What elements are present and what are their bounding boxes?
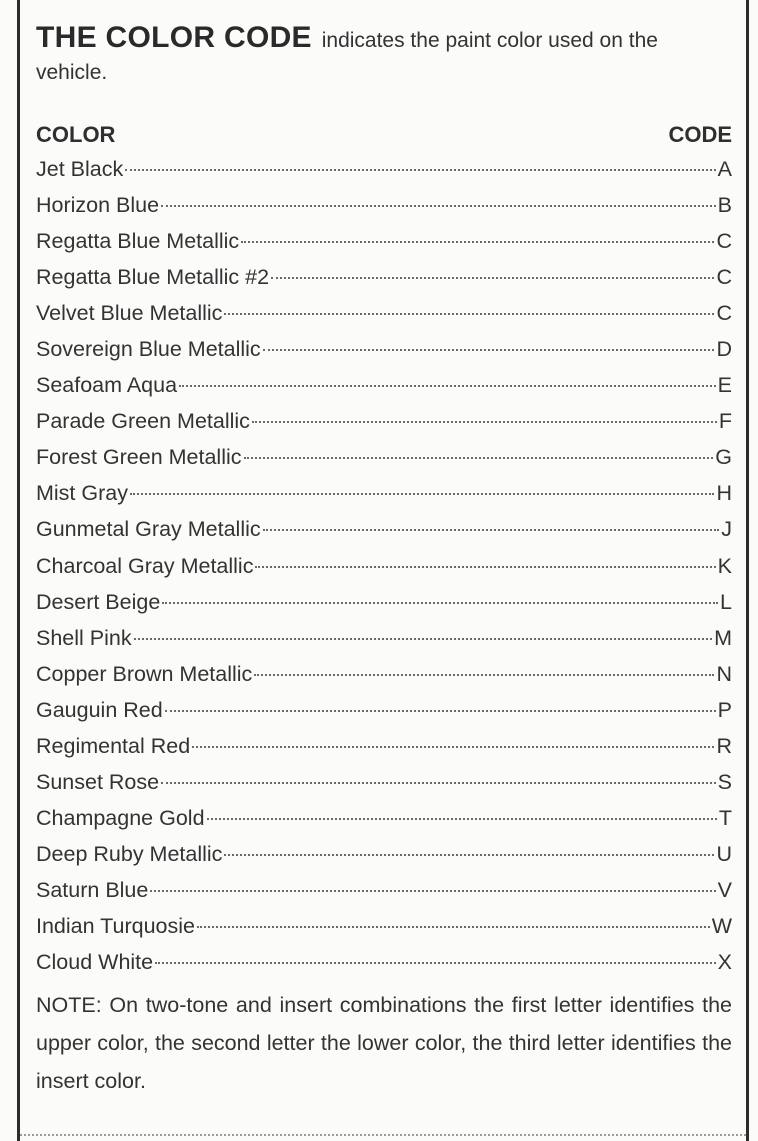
color-code: J (721, 517, 732, 542)
color-code: T (718, 805, 732, 830)
intro-paragraph (36, 22, 732, 89)
section-heading: THE COLOR CODE (36, 21, 312, 54)
dot-leader (241, 241, 714, 243)
dot-leader (224, 313, 714, 315)
color-code: S (717, 769, 732, 794)
color-name: Parade Green Metallic (36, 409, 250, 434)
list-item (36, 295, 732, 331)
list-item (36, 151, 732, 187)
list-item (36, 584, 732, 620)
color-name: Mist Gray (36, 481, 128, 506)
color-name: Sovereign Blue Metallic (36, 337, 261, 362)
color-code: B (717, 193, 732, 218)
left-border-rule (17, 0, 20, 1141)
list-item (36, 656, 732, 692)
code-column-header: CODE (668, 122, 732, 147)
color-name: Gunmetal Gray Metallic (36, 517, 261, 542)
color-code: F (718, 409, 732, 434)
color-code: A (717, 157, 732, 181)
color-name: Cloud White (36, 950, 154, 975)
dot-leader (130, 493, 714, 495)
color-name: Deep Ruby Metallic (36, 841, 223, 866)
dot-leader (263, 349, 715, 351)
color-code-section (36, 22, 732, 1100)
dot-leader (179, 385, 716, 387)
color-name: Regatta Blue Metallic #2 (36, 265, 270, 290)
color-code: E (717, 373, 732, 398)
color-code: H (716, 481, 732, 506)
color-column-header: COLOR (36, 122, 116, 147)
list-item (36, 908, 732, 944)
color-code-list (36, 151, 732, 980)
dot-leader (263, 529, 720, 531)
dot-leader (244, 457, 714, 459)
color-code: C (716, 229, 732, 254)
list-item (36, 872, 732, 908)
list-item (36, 259, 732, 295)
dot-leader (192, 746, 714, 748)
dot-leader (165, 710, 716, 712)
dot-leader (134, 638, 712, 640)
dot-leader (161, 782, 716, 784)
list-item (36, 475, 732, 511)
list-item (36, 800, 732, 836)
color-code: D (716, 337, 732, 362)
dot-leader (255, 566, 715, 568)
color-code: V (717, 877, 732, 902)
color-code: K (717, 553, 732, 578)
dot-leader (125, 169, 715, 171)
dot-leader (162, 602, 718, 604)
list-item (36, 944, 732, 980)
color-name: Horizon Blue (36, 193, 160, 218)
list-item (36, 367, 732, 403)
list-item (36, 331, 732, 367)
intro-text: indicates the paint color used on the vehicle. (36, 29, 658, 84)
color-name: Saturn Blue (36, 877, 149, 902)
dot-leader (161, 205, 716, 207)
color-name: Velvet Blue Metallic (36, 301, 223, 326)
list-item (36, 511, 732, 547)
dot-leader (197, 926, 710, 928)
color-name: Indian Turquosie (36, 913, 195, 938)
dot-leader (252, 421, 717, 423)
list-item (36, 548, 732, 584)
color-name: Regimental Red (36, 733, 191, 758)
color-code: M (714, 625, 732, 650)
right-border-rule (746, 0, 749, 1141)
color-name: Shell Pink (36, 625, 132, 650)
list-item (36, 728, 732, 764)
bottom-dotted-rule (20, 1134, 746, 1136)
color-name: Desert Beige (36, 589, 161, 614)
color-name: Seafoam Aqua (36, 373, 178, 398)
color-code: U (716, 841, 732, 866)
color-name: Gauguin Red (36, 697, 163, 722)
list-item (36, 692, 732, 728)
color-code: P (717, 697, 732, 722)
dot-leader (254, 674, 714, 676)
dot-leader (271, 277, 714, 279)
color-name: Copper Brown Metallic (36, 661, 253, 686)
color-code: L (720, 589, 732, 614)
color-code: X (717, 950, 732, 975)
list-item (36, 764, 732, 800)
dot-leader (224, 854, 714, 856)
dot-leader (155, 962, 716, 964)
color-name: Charcoal Gray Metallic (36, 553, 254, 578)
color-name: Regatta Blue Metallic (36, 229, 240, 254)
color-name: Sunset Rose (36, 769, 160, 794)
list-item (36, 620, 732, 656)
color-code: W (711, 913, 732, 938)
color-name: Champagne Gold (36, 805, 205, 830)
color-code: G (715, 445, 732, 470)
color-name: Forest Green Metallic (36, 445, 242, 470)
color-code: C (716, 265, 732, 290)
dot-leader (150, 890, 715, 892)
list-item (36, 403, 732, 439)
color-code: R (716, 733, 732, 758)
list-item (36, 439, 732, 475)
color-code: N (716, 661, 732, 686)
note-paragraph: NOTE: On two-tone and insert combinations the first letter identifies the upper color, the second letter the lower color, the third letter identifies the insert color. (36, 993, 732, 1094)
dot-leader (207, 818, 717, 820)
list-item (36, 187, 732, 223)
list-item (36, 223, 732, 259)
color-name: Jet Black (36, 157, 124, 181)
list-item (36, 836, 732, 872)
color-code: C (716, 301, 732, 326)
column-headers (36, 119, 732, 151)
